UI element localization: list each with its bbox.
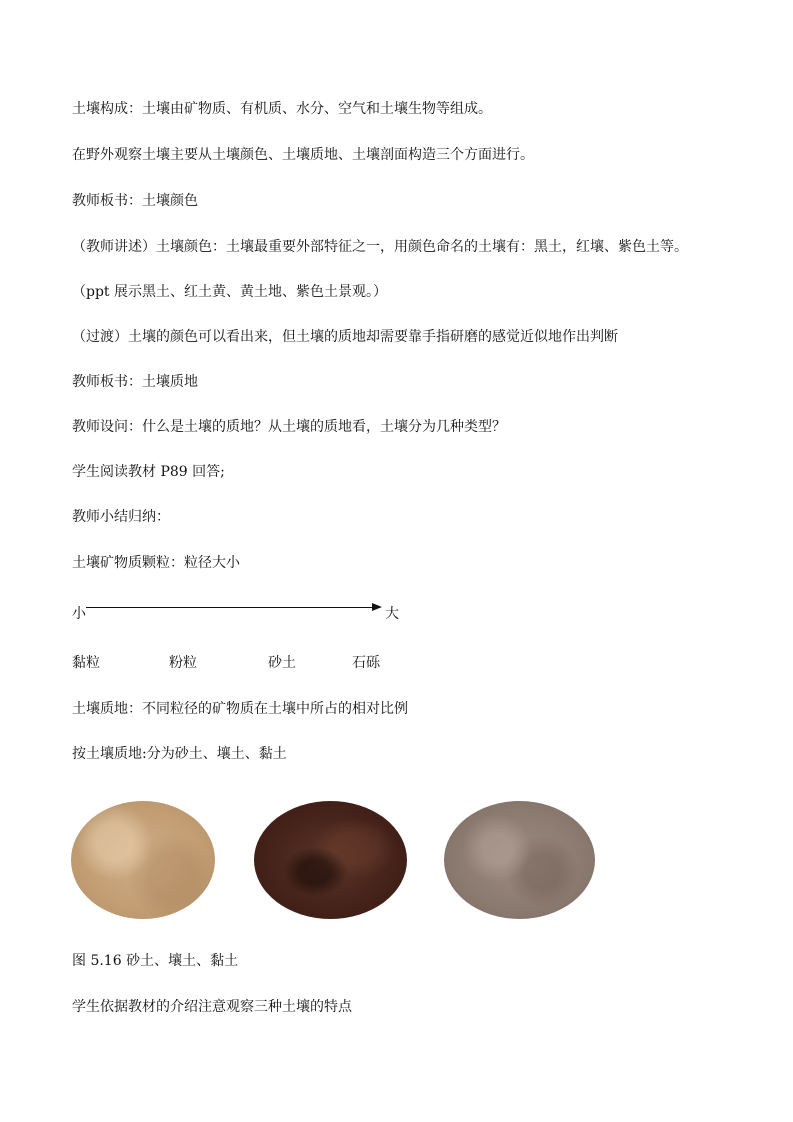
grain-gravel-label: 石砾 xyxy=(352,655,380,671)
paragraph-texture-definition: 土壤质地：不同粒径的矿物质在土壤中所占的相对比例 xyxy=(72,701,408,717)
paragraph-texture-types: 按土壤质地:分为砂土、壤土、黏土 xyxy=(72,746,287,762)
arrow-right-icon xyxy=(372,603,382,611)
paragraph-closing: 学生依据教材的介绍注意观察三种土壤的特点 xyxy=(72,999,352,1015)
paragraph-student-reading: 学生阅读教材 P89 回答; xyxy=(72,464,225,480)
paragraph-field-observation: 在野外观察土壤主要从土壤颜色、土壤质地、土壤剖面构造三个方面进行。 xyxy=(72,147,534,163)
paragraph-teacher-summary: 教师小结归纳： xyxy=(72,509,170,525)
paragraph-soil-composition: 土壤构成：土壤由矿物质、有机质、水分、空气和土壤生物等组成。 xyxy=(72,101,492,117)
grain-sand-label: 砂土 xyxy=(268,655,296,671)
clay-soil-image xyxy=(444,801,595,919)
paragraph-board-color: 教师板书：土壤颜色 xyxy=(72,193,198,209)
grain-clay-label: 黏粒 xyxy=(72,655,100,671)
paragraph-particle-size: 土壤矿物质颗粒：粒径大小 xyxy=(72,555,240,571)
sandy-soil-image xyxy=(71,801,215,919)
scale-arrow-line xyxy=(86,607,372,608)
paragraph-board-texture: 教师板书：土壤质地 xyxy=(72,374,198,390)
scale-large-label: 大 xyxy=(385,606,399,622)
paragraph-teacher-question: 教师设问：什么是土壤的质地？从土壤的质地看，土壤分为几种类型？ xyxy=(72,419,506,435)
grain-silt-label: 粉粒 xyxy=(169,655,197,671)
paragraph-color-lecture: （教师讲述）土壤颜色：土壤最重要外部特征之一，用颜色命名的土壤有：黑土，红壤、紫色土等。 xyxy=(72,239,688,255)
paragraph-ppt-display: （ppt 展示黑土、红土黄、黄土地、紫色土景观。） xyxy=(72,284,387,300)
figure-caption: 图 5.16 砂土、壤土、黏土 xyxy=(72,953,239,969)
loam-soil-image xyxy=(254,801,407,919)
paragraph-transition: （过渡）土壤的颜色可以看出来，但土壤的质地却需要靠手指研磨的感觉近似地作出判断 xyxy=(72,329,618,345)
scale-small-label: 小 xyxy=(72,606,86,622)
